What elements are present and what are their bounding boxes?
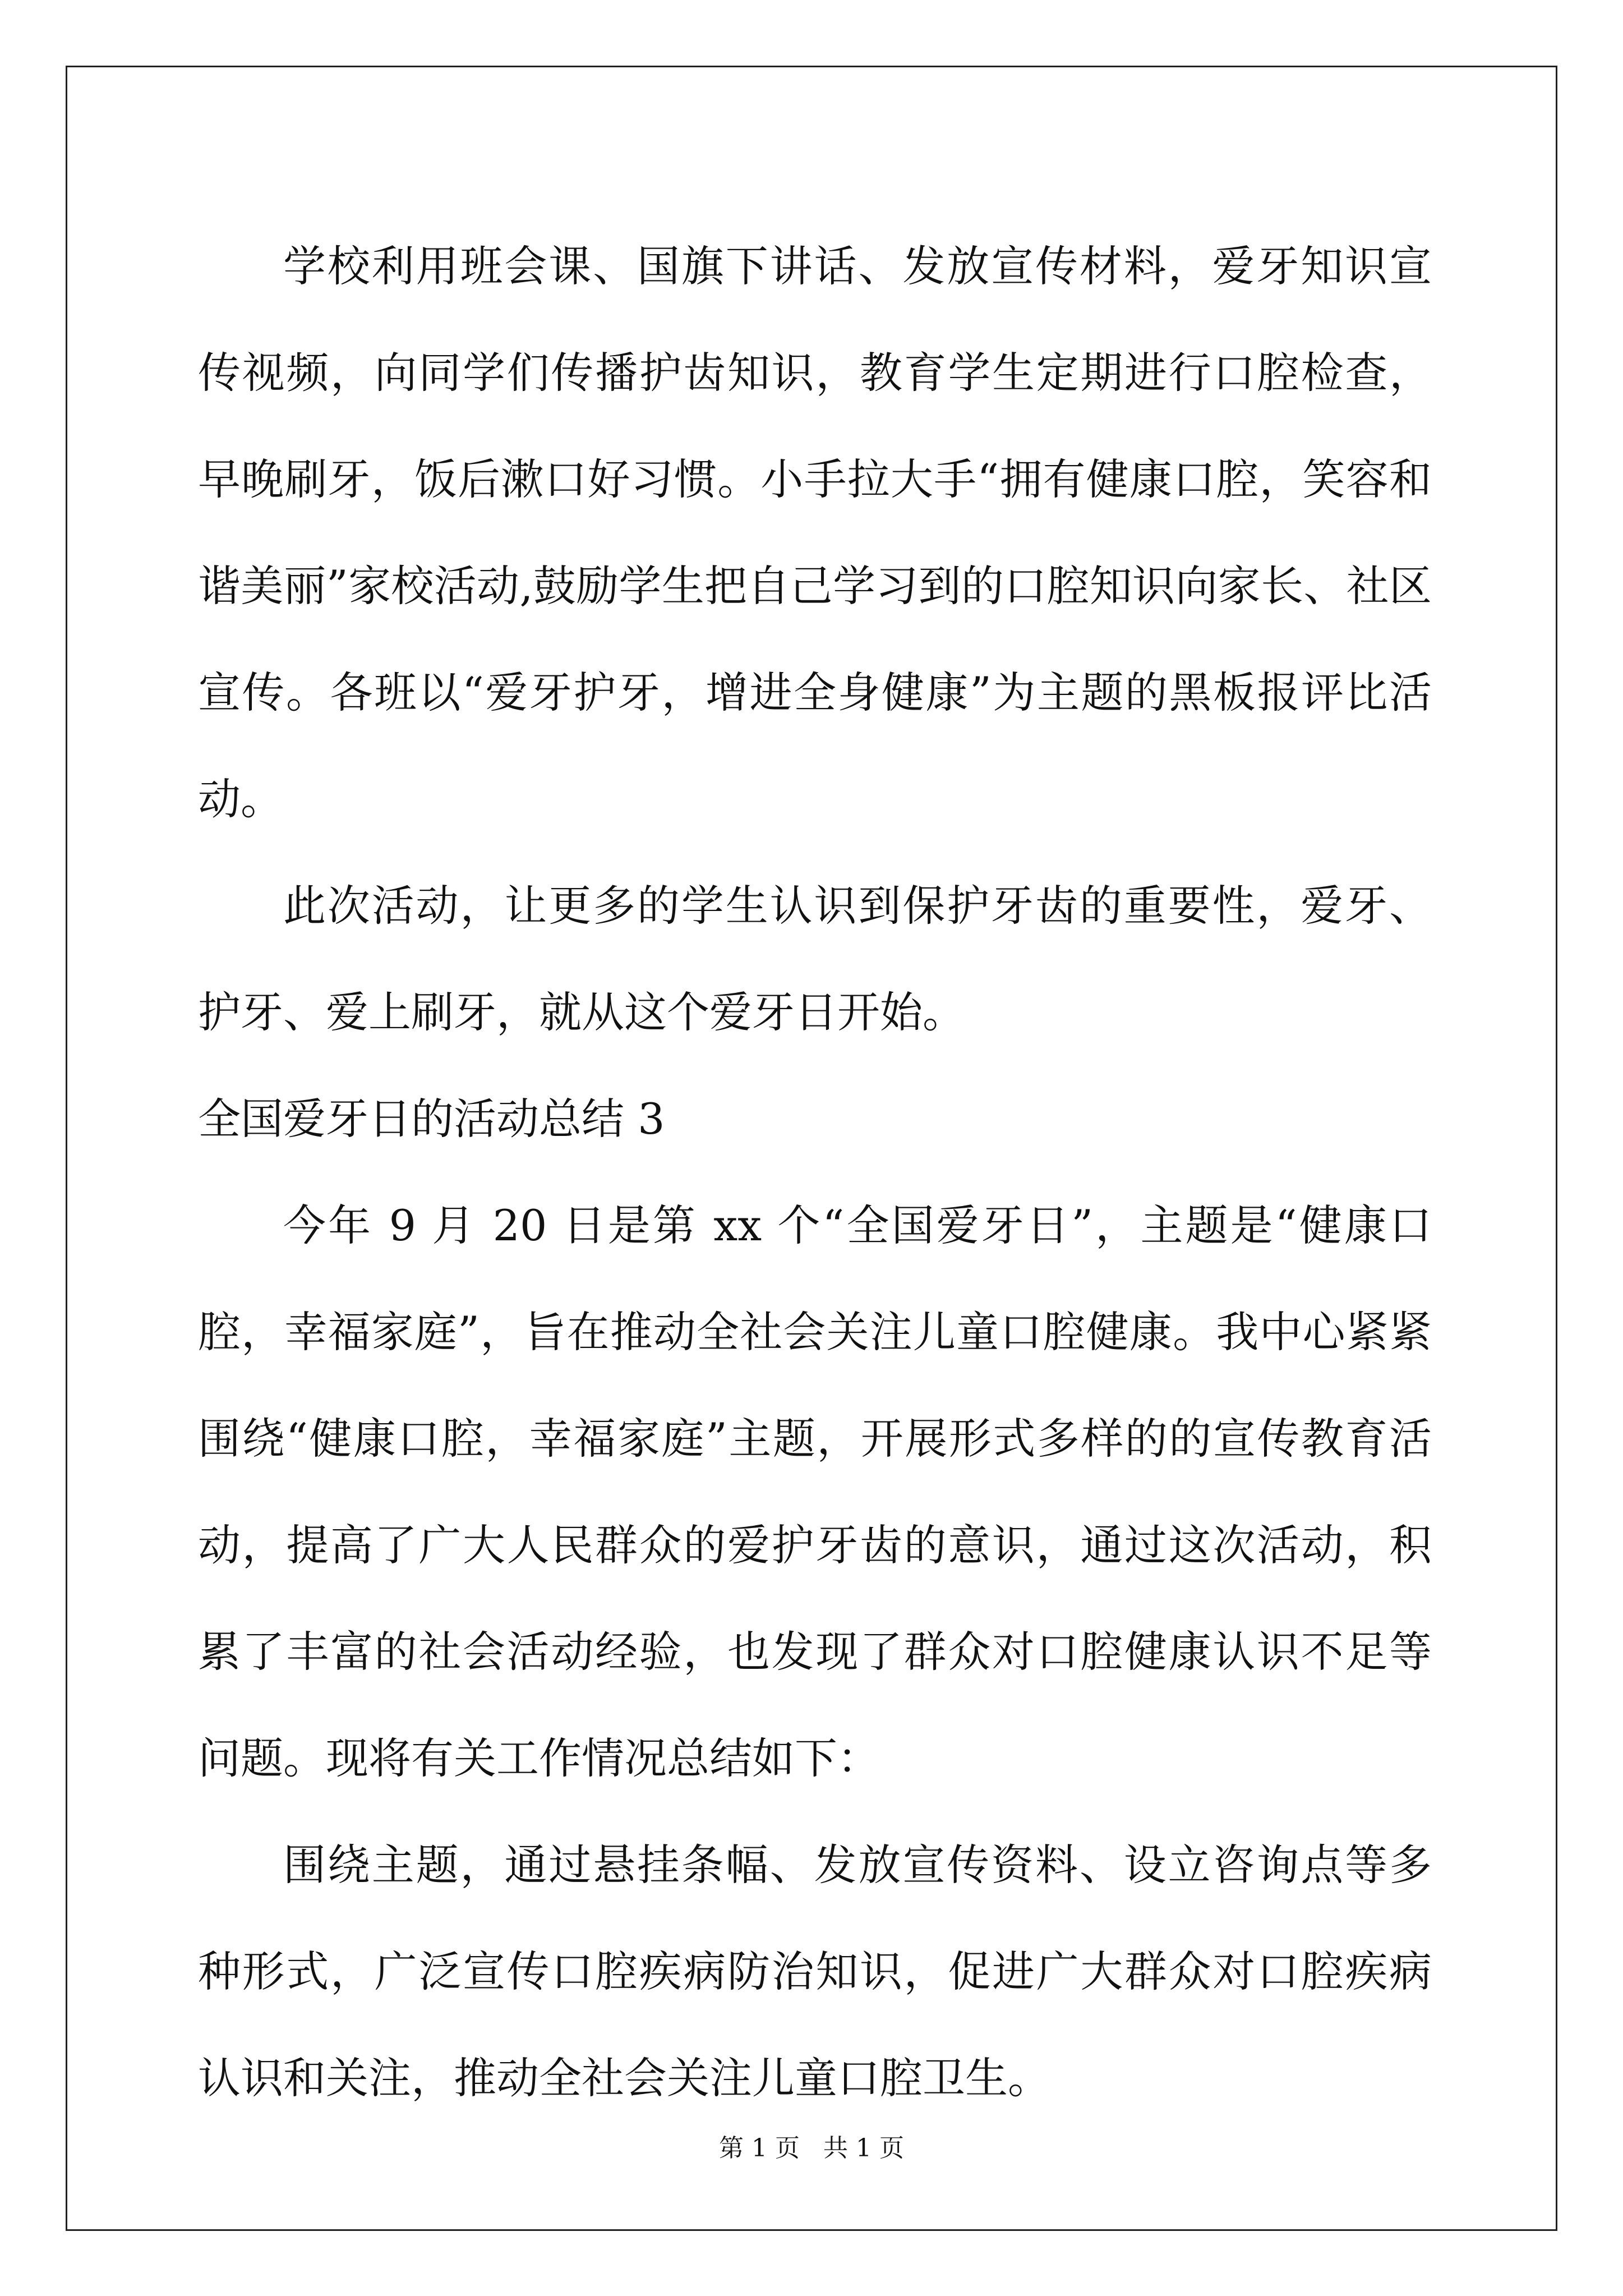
- paragraph: 今年 9 月 20 日是第 xx 个“全国爱牙日”，主题是“健康口腔，幸福家庭”，旨在推动全社会关注儿童口腔健康。我中心紧紧围绕“健康口腔，幸福家庭”主题，开展形式多样的的宣传教育活动，提高了广大人民群众的爱护牙齿的意识，通过这次活动，积累了丰富的社会活动经验，也发现了群众对口腔健康认识不足等问题。现将有关工作情况总结如下：: [198, 1200, 1432, 1783]
- paragraph: 学校利用班会课、国旗下讲话、发放宣传材料，爱牙知识宣传视频，向同学们传播护齿知识，教育学生定期进行口腔检查，早晚刷牙，饭后漱口好习惯。小手拉大手“拥有健康口腔，笑容和谐美丽”家校活动,鼓励学生把自己学习到的口腔知识向家长、社区宣传。各班以“爱牙护牙，增进全身健康”为主题的黑板报评比活动。: [198, 241, 1432, 824]
- section-heading: 全国爱牙日的活动总结 3: [198, 1094, 665, 1144]
- document-body: [198, 213, 1432, 2132]
- paragraph: 此次活动，让更多的学生认识到保护牙齿的重要性，爱牙、护牙、爱上刷牙，就从这个爱牙日开始。: [198, 881, 1432, 1037]
- page-number: 第 1 页: [719, 2134, 800, 2162]
- page-total: 共 1 页: [823, 2134, 904, 2162]
- page-footer: [0, 2132, 1623, 2165]
- paragraph: 围绕主题，通过悬挂条幅、发放宣传资料、设立咨询点等多种形式，广泛宣传口腔疾病防治知识，促进广大群众对口腔疾病认识和关注，推动全社会关注儿童口腔卫生。: [198, 1840, 1432, 2103]
